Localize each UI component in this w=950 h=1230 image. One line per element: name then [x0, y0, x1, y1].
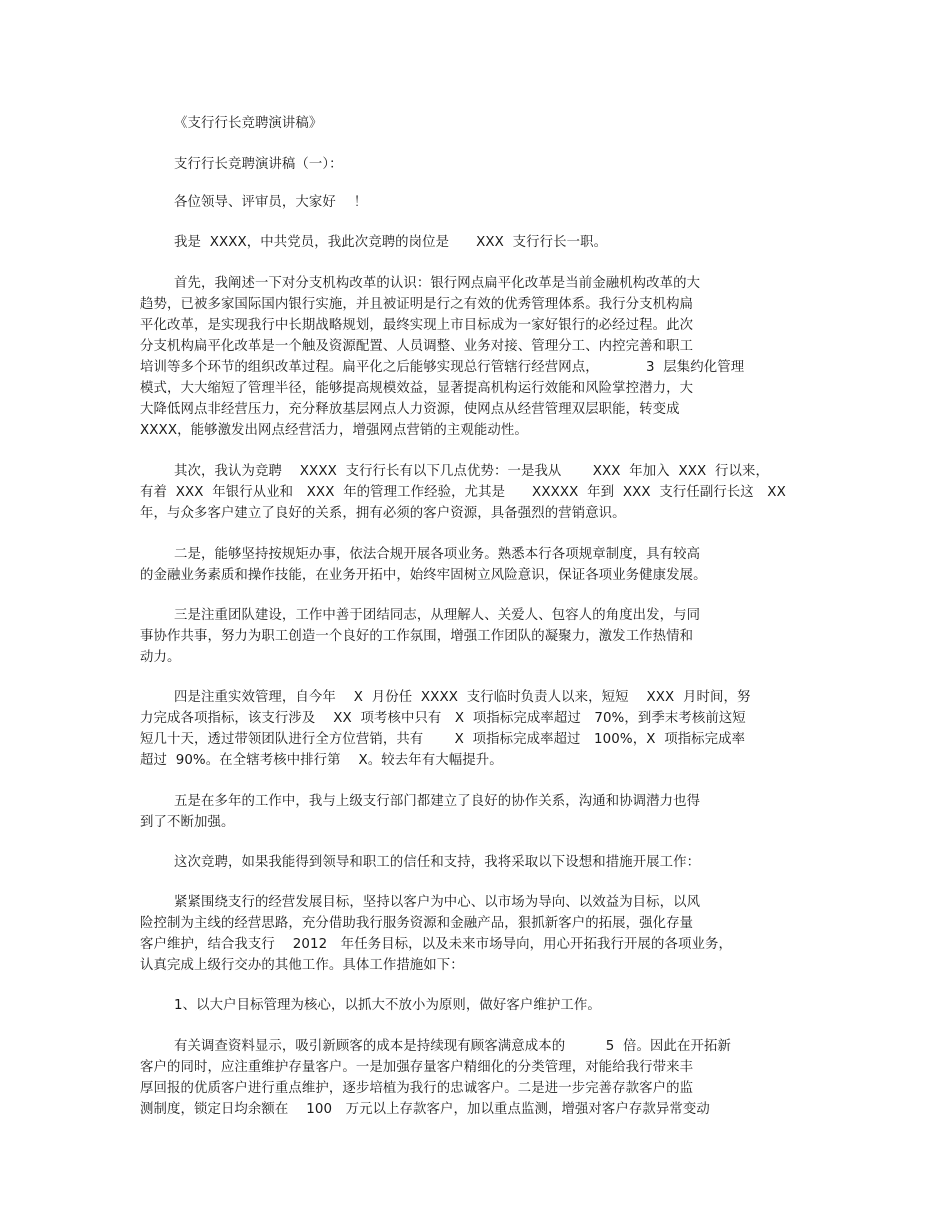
paragraph-line: 认真完成上级行交办的其他工作。具体工作措施如下：	[140, 958, 464, 973]
paragraph-line: 我是 XXXX，中共党员，我此次竞聘的岗位是 XXX 支行行长一职。	[174, 235, 608, 250]
paragraph-line: 二是，能够坚持按规矩办事，依法合规开展各项业务。熟悉本行各项规章制度，具有较高	[174, 547, 701, 562]
paragraph-line: 到了不断加强。	[140, 815, 235, 830]
paragraph-line: 五是在多年的工作中，我与上级支行部门都建立了良好的协作关系，沟通和协调潜力也得	[174, 794, 701, 809]
paragraph-line: 客户维护，结合我支行 2012 年任务目标，以及未来市场导向，用心开拓我行开展的各项业务，	[140, 937, 732, 952]
paragraph-line: 1、以大户目标管理为核心，以抓大不放小为原则，做好客户维护工作。	[174, 998, 601, 1013]
paragraph-line: 这次竞聘，如果我能得到领导和职工的信任和支持，我将采取以下设想和措施开展工作：	[174, 855, 701, 870]
paragraph-line: 客户的同时，应注重维护存量客户。一是加强存量客户精细化的分类管理，对能给我行带来丰	[140, 1060, 694, 1075]
paragraph-line: 其次，我认为竞聘 XXXX 支行行长有以下几点优势：一是我从 XXX 年加入 XXX 行以来，	[174, 464, 769, 479]
paragraph-line: 力完成各项指标，该支行涉及 XX 项考核中只有 X 项指标完成率超过 70%，到季末考核前这短	[140, 711, 746, 726]
paragraph-line: 事协作共事，努力为职工创造一个良好的工作氛围，增强工作团队的凝聚力，激发工作热情和	[140, 629, 694, 644]
paragraph-line: 短几十天，透过带领团队进行全方位营销，共有 X 项指标完成率超过 100%，X 项指标完成率	[140, 732, 746, 747]
paragraph-line: 四是注重实效管理，自今年 X 月份任 XXXX 支行临时负责人以来，短短 XXX 月时间，努	[174, 690, 751, 705]
paragraph-line: 有着 XXX 年银行从业和 XXX 年的管理工作经验，尤其是 XXXXX 年到 XXX 支行任副行长这 XX	[140, 485, 786, 500]
paragraph-line: 模式，大大缩短了管理半径，能够提高规模效益，显著提高机构运行效能和风险掌控潜力，大	[140, 381, 694, 396]
paragraph-line: 险控制为主线的经营思路，充分借助我行服务资源和金融产品，狠抓新客户的拓展，强化存量	[140, 916, 694, 931]
paragraph-line: 分支机构扁平化改革是一个触及资源配置、人员调整、业务对接、管理分工、内控完善和职工	[140, 339, 694, 354]
paragraph-line: 趋势，已被多家国际国内银行实施，并且被证明是行之有效的优秀管理体系。我行分支机构扁	[140, 297, 694, 312]
paragraph-line: 年，与众多客户建立了良好的关系，拥有必须的客户资源，具备强烈的营销意识。	[140, 506, 626, 521]
paragraph-line: 超过 90%。在全辖考核中排行第 X。较去年有大幅提升。	[140, 753, 503, 768]
paragraph-line: 紧紧围绕支行的经营发展目标，坚持以客户为中心、以市场为导向、以效益为目标，以风	[174, 895, 701, 910]
paragraph-line: 首先，我阐述一下对分支机构改革的认识：银行网点扁平化改革是当前金融机构改革的大	[174, 276, 701, 291]
paragraph-line: XXXX，能够激发出网点经营活力，增强网点营销的主观能动性。	[140, 423, 528, 438]
paragraph-line: 动力。	[140, 650, 181, 665]
paragraph-line: 平化改革，是实现我行中长期战略规划，最终实现上市目标成为一家好银行的必经过程。此次	[140, 318, 694, 333]
document-subtitle: 支行行长竞聘演讲稿（一）：	[174, 157, 343, 172]
paragraph-line: 有关调查资料显示，吸引新顾客的成本是持续现有顾客满意成本的 5 倍。因此在开拓新	[174, 1039, 731, 1054]
paragraph-line: 三是注重团队建设，工作中善于团结同志，从理解人、关爱人、包容人的角度出发，与同	[174, 608, 701, 623]
paragraph-line: 大降低网点非经营压力，充分释放基层网点人力资源，使网点从经营管理双层职能，转变成	[140, 402, 680, 417]
paragraph-line: 测制度，锁定日均余额在 100 万元以上存款客户，加以重点监测，增强对客户存款异常变动	[140, 1102, 710, 1117]
paragraph-line: 的金融业务素质和操作技能，在业务开拓中，始终牢固树立风险意识，保证各项业务健康发展。	[140, 568, 707, 583]
document-title: 《支行行长竞聘演讲稿》	[174, 116, 323, 131]
paragraph-line: 培训等多个环节的组织改革过程。扁平化之后能够实现总行管辖行经营网点， 3 层集约化管理	[140, 360, 745, 375]
greeting: 各位领导、评审员，大家好 ！	[174, 195, 368, 210]
paragraph-line: 厚回报的优质客户进行重点维护，逐步培植为我行的忠诚客户。二是进一步完善存款客户的监	[140, 1081, 694, 1096]
